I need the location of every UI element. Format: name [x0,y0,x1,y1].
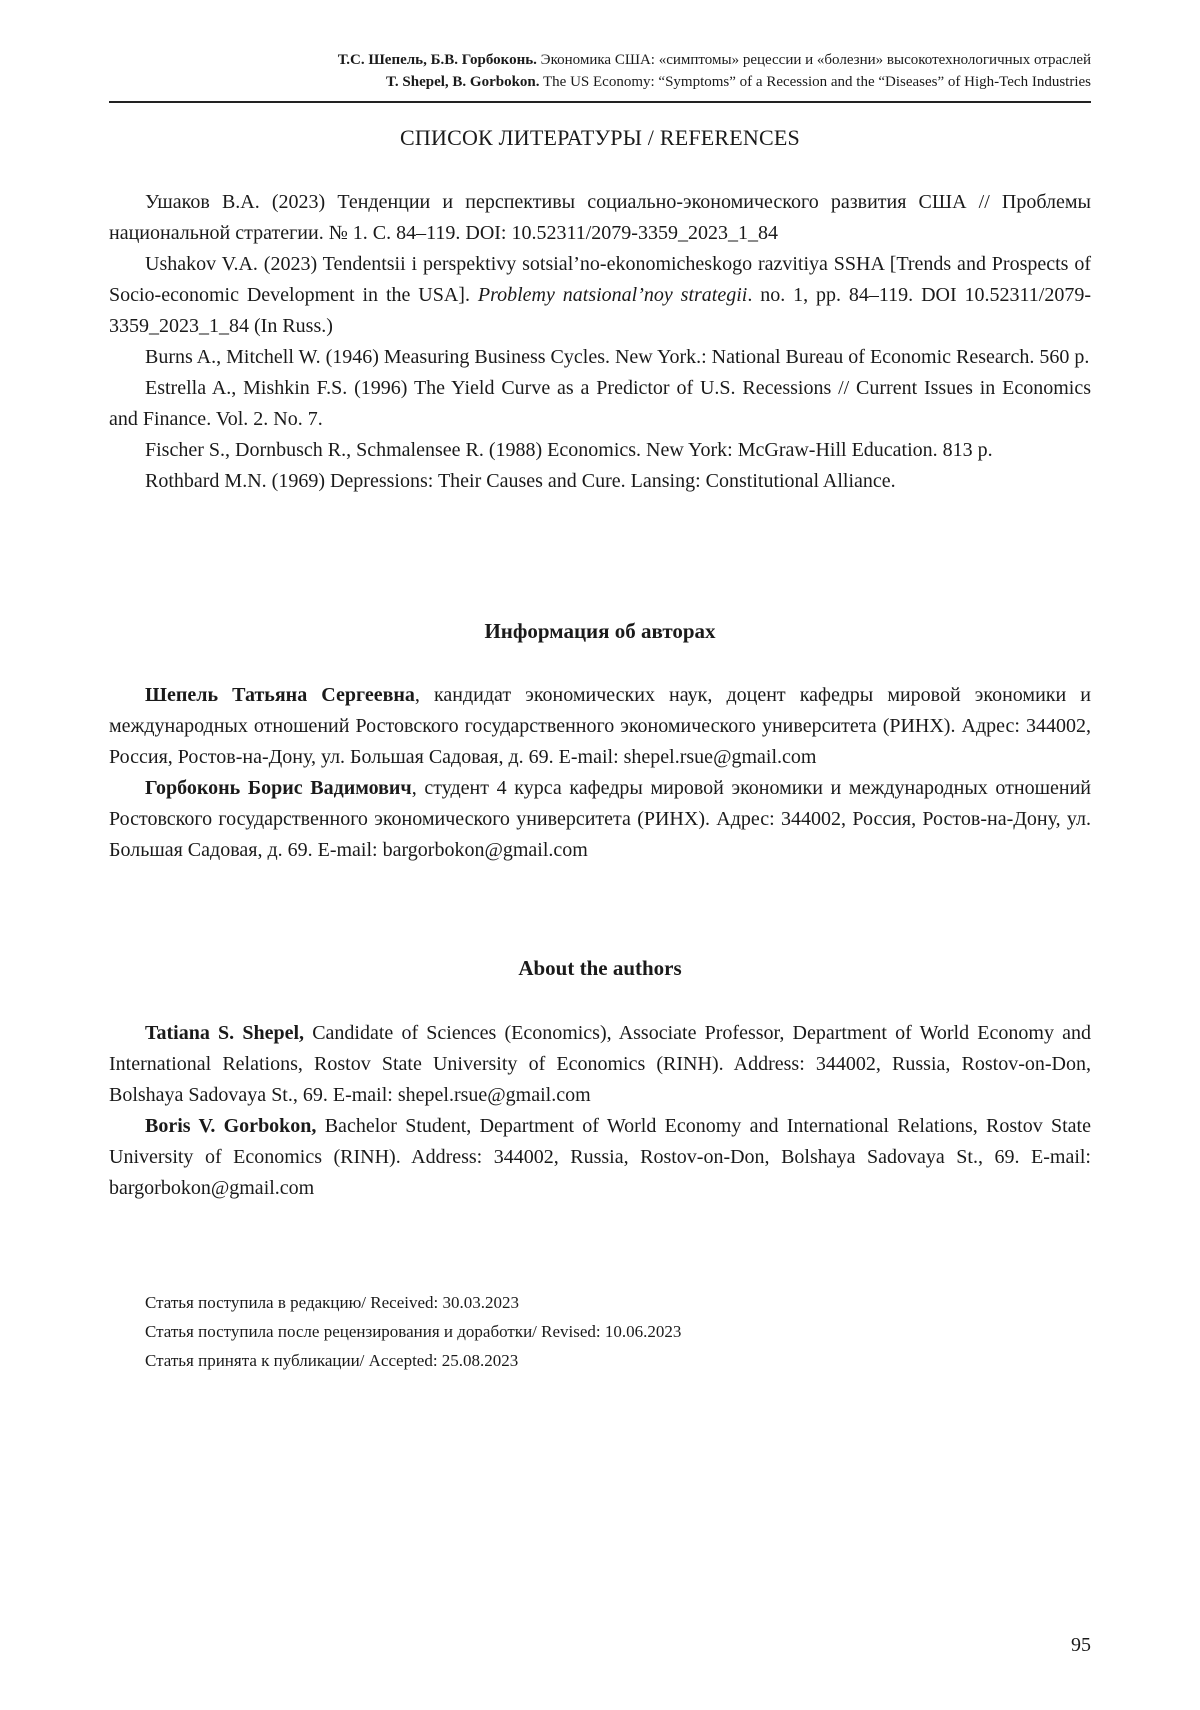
references-list [109,187,1091,497]
author-details: , студент 4 курса кафедры мировой экономики и международных отношений Ростовского государственного экономического университета (РИНХ). Адрес: 344002, Россия, Ростов-на-Дону, ул. Большая Садовая, д. 69. E-mail: bargorbokon@gmail.com [109,777,1091,861]
reference-item: Estrella A., Mishkin F.S. (1996) The Yield Curve as a Predictor of U.S. Recessions // Current Issues in Economics and Finance. Vol. 2. No. 7. [109,377,1091,430]
en-authors-section [109,1018,1091,1204]
reference-journal-title: Problemy natsional’noy strategii [477,284,748,306]
author-name: Tatiana S. Shepel, [145,1022,305,1044]
reference-item: Fischer S., Dornbusch R., Schmalensee R. (1988) Economics. New York: McGraw-Hill Education. 813 p. [145,439,993,461]
running-head [109,49,1091,93]
reference-text: . no. 1, pp. 84–119. DOI 10.52311/2079-3359_2023_1_84 (In Russ.) [109,284,1091,337]
author-name: Boris V. Gorbokon, [145,1115,317,1137]
references-title: СПИСОК ЛИТЕРАТУРЫ / REFERENCES [400,125,800,150]
reference-item: Ушаков В.А. (2023) Тенденции и перспективы социально-экономического развития США // Проблемы национальной стратегии. № 1. С. 84–119. DOI: 10.52311/2079-3359_2023_1_84 [109,191,1091,244]
author-entry [109,680,1091,773]
author-details: Candidate of Sciences (Economics), Associate Professor, Department of World Economy and International Relations, Rostov State University of Economics (RINH). Address: 344002, Russia, Rostov-on-Don, Bolshaya Sadovaya St., 69. E-mail: shepel.rsue@gmail.com [109,1022,1091,1106]
running-head-ru-authors: Т.С. Шепель, Б.В. Горбоконь. [337,52,537,68]
article-dates [145,1288,681,1375]
accepted-date: Статья принята к публикации/ Accepted: 25.08.2023 [145,1351,519,1370]
running-head-en-title: The US Economy: “Symptoms” of a Recession and the “Diseases” of High-Tech Industries [543,74,1091,90]
reference-item: Burns A., Mitchell W. (1946) Measuring Business Cycles. New York.: National Bureau of Economic Research. 560 p. [145,346,1090,368]
author-details: , кандидат экономических наук, доцент кафедры мировой экономики и международных отношений Ростовского государственного экономического университета (РИНХ). Адрес: 344002, Россия, Ростов-на-Дону, ул. Большая Садовая, д. 69. E-mail: shepel.rsue@gmail.com [109,684,1091,768]
author-entry [109,773,1091,866]
reference-item [109,249,1091,342]
page-number: 95 [1071,1634,1091,1656]
author-details: Bachelor Student, Department of World Economy and International Relations, Rostov State University of Economics (RINH). Address: 344002, Russia, Rostov-on-Don, Bolshaya Sadovaya St., 69. E-mail: bargorbokon@gmail.com [109,1115,1091,1199]
reference-text: Ushakov V.A. (2023) Tendentsii i perspektivy sotsial’no-ekonomicheskogo razvitiya SSHA [Trends and Prospects of Socio-economic Development in the USA]. [109,253,1091,306]
reference-item: Rothbard M.N. (1969) Depressions: Their Causes and Cure. Lansing: Constitutional Alliance. [145,470,896,492]
running-head-en-authors: T. Shepel, B. Gorbokon. [386,74,540,90]
en-authors-heading: About the authors [518,956,682,980]
author-entry [109,1111,1091,1204]
running-head-en [109,71,1091,93]
running-head-ru [109,49,1091,71]
ru-authors-section [109,680,1091,866]
header-divider [109,101,1091,103]
author-name: Горбоконь Борис Вадимович [145,777,412,799]
author-name: Шепель Татьяна Сергеевна [145,684,415,706]
author-entry [109,1018,1091,1111]
ru-authors-heading: Информация об авторах [484,619,716,643]
running-head-ru-title: Экономика США: «симптомы» рецессии и «болезни» высокотехнологичных отраслей [540,52,1091,68]
revised-date: Статья поступила после рецензирования и доработки/ Revised: 10.06.2023 [145,1322,682,1341]
received-date: Статья поступила в редакцию/ Received: 30.03.2023 [145,1293,519,1312]
